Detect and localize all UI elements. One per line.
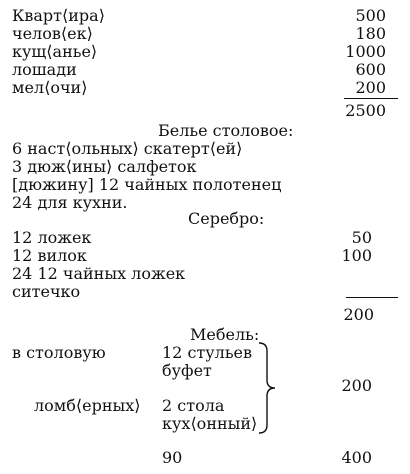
silver-heading: Серебро:: [188, 209, 265, 228]
silver-item: 24 12 чайных ложек: [12, 264, 186, 283]
expense-label: кущ⟨анье⟩: [12, 42, 98, 61]
footer-right-value: 400: [341, 448, 372, 467]
linen-line: 6 наст⟨ольных⟩ скатерт⟨ей⟩: [12, 139, 243, 158]
expense-label: мел⟨очи⟩: [12, 78, 88, 97]
expenses-total: 2500: [345, 101, 386, 120]
expense-amount: 500: [355, 6, 386, 25]
silver-amount: 50: [351, 228, 372, 247]
expense-label: челов⟨ек⟩: [12, 24, 93, 43]
expense-amount: 200: [355, 78, 386, 97]
expense-amount: 1000: [345, 42, 386, 61]
furniture-item: 12 стульев: [162, 343, 253, 362]
furniture-amount: 200: [341, 376, 372, 395]
silver-amount: 100: [341, 246, 372, 265]
silver-item: ситечко: [12, 282, 81, 301]
footer-left-value: 90: [162, 448, 183, 467]
furniture-item: 2 стола: [162, 396, 225, 415]
sum-rule: [346, 297, 398, 298]
linen-line: [дюжину] 12 чайных полотенец: [12, 175, 282, 194]
curly-brace-icon: [256, 342, 278, 434]
linen-line: 24 для кухни.: [12, 193, 128, 212]
furniture-heading: Мебель:: [190, 325, 260, 344]
furniture-item: буфет: [162, 361, 212, 380]
furniture-room: в столовую: [12, 343, 106, 362]
linen-heading: Белье столовое:: [158, 121, 294, 140]
linen-line: 3 дюж⟨ины⟩ салфеток: [12, 157, 197, 176]
expense-amount: 600: [355, 60, 386, 79]
sum-rule: [344, 98, 398, 99]
expense-label: лошади: [12, 60, 77, 79]
silver-item: 12 вилок: [12, 246, 87, 265]
silver-total: 200: [343, 305, 374, 324]
expense-amount: 180: [355, 24, 386, 43]
furniture-room: ломб⟨ерных⟩: [34, 396, 141, 415]
expense-label: Кварт⟨ира⟩: [12, 6, 105, 25]
silver-item: 12 ложек: [12, 228, 92, 247]
furniture-item: кух⟨онный⟩: [162, 414, 258, 433]
